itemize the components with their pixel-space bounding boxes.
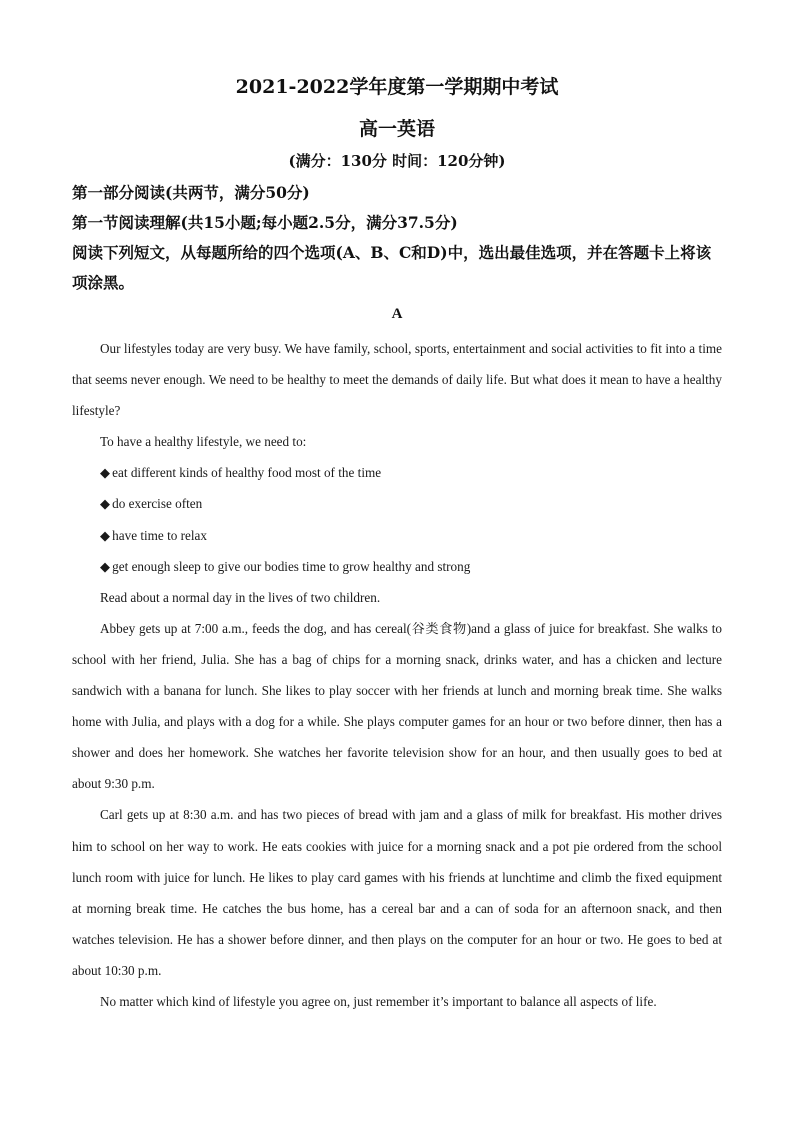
paragraph-intro: Our lifestyles today are very busy. We have family, school, sports, entertainment and social activities to fit into a time that seems never enough. We need to be healthy to meet the demands of daily life. But what does it mean to have a healthy lifestyle? [72,341,722,419]
list-item-text: eat different kinds of healthy food most of the time [112,465,382,481]
list-item [72,457,722,488]
part-one-heading: 第一部分阅读(共两节，满分50分) [72,183,310,202]
instructions: 阅读下列短文，从每题所给的四个选项(A、B、C和D)中，选出最佳选项，并在答题卡上将该项涂黑。 [72,243,712,292]
paragraph-abbey: Abbey gets up at 7:00 a.m., feeds the dog, and has cereal(谷类食物)and a glass of juice for breakfast. She walks to school with her friend, Julia. She has a bag of chips for a morning snack, drinks water, and has a chicken and lecture sandwich with a banana for lunch. She likes to play soccer with her friends at lunch and morning break time. She walks home with Julia, and plays with a dog for a while. She plays computer games for an hour or two before dinner, then has a shower and does her homework. She watches her favorite television show for an hour, and then usually goes to bed at about 9:30 p.m. [72,620,722,792]
passage-body [72,333,722,1017]
list-item [72,488,722,519]
subject-title: 高一英语 [358,118,435,140]
section-one-heading: 第一节阅读理解(共15小题;每小题2.5分，满分37.5分) [72,213,458,232]
paragraph-list-lead: To have a healthy lifestyle, we need to: [100,434,307,450]
diamond-bullet-icon: ◆ [100,465,111,481]
passage-letter: A [391,306,403,322]
list-item [72,520,722,551]
paragraph-carl: Carl gets up at 8:30 a.m. and has two pieces of bread with jam and a glass of milk for breakfast. His mother drives him to school on her way to work. He eats cookies with juice for a morning snack and a pot pie ordered from the school lunch room with juice for lunch. He likes to play card games with his friends at lunchtime and climb the fixed equipment at morning break time. He catches the bus home, has a cereal bar and a can of soda for an afternoon snack, and then watches television. He has a shower before dinner, and then plays on the computer for an hour or two. He goes to bed at about 10:30 p.m. [72,807,722,978]
paragraph-conclusion: No matter which kind of lifestyle you agree on, just remember it’s important to balance all aspects of life. [100,993,657,1009]
list-item [72,551,722,582]
exam-meta: (满分：130分 时间：120分钟) [288,152,506,170]
list-item-text: have time to relax [112,527,207,543]
exam-title: 2021-2022学年度第一学期期中考试 [235,76,559,98]
diamond-bullet-icon: ◆ [100,558,111,574]
diamond-bullet-icon: ◆ [100,496,111,512]
list-item-text: do exercise often [112,496,203,512]
diamond-bullet-icon: ◆ [100,527,111,543]
paragraph-two-children: Read about a normal day in the lives of two children. [100,589,381,605]
list-item-text: get enough sleep to give our bodies time to grow healthy and strong [112,558,471,574]
